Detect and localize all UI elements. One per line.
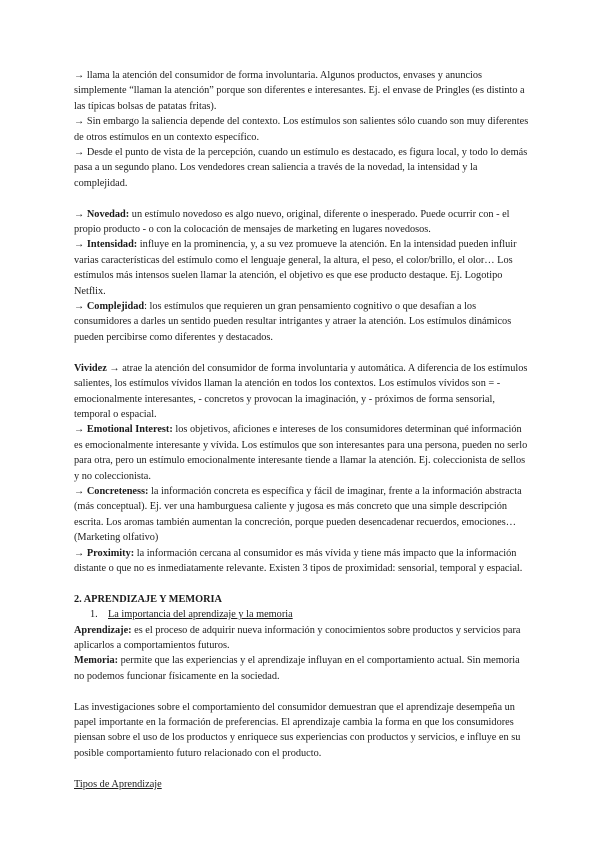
aprendizaje-paragraph: [74, 623, 532, 654]
proximity-term: Proximity:: [86, 547, 135, 559]
saliencia-paragraph-3: → Desde el punto de vista de la percepción, cuando un estímulo es destacado, es figura local, y todo lo demás pasa a un segundo plano. Los vendedores crean saliencia a través de la novedad, la intensidad y la complejidad.: [74, 147, 528, 189]
section-heading: 2. APRENDIZAJE Y MEMORIA: [74, 593, 222, 605]
arrow: →: [74, 424, 87, 436]
subsection-heading: [74, 607, 532, 622]
aprendizaje-term: Aprendizaje:: [74, 624, 132, 636]
novedad-text: un estímulo novedoso es algo nuevo, original, diferente o inesperado. Puede ocurrir con - el propio producto - o con la colocación de mensajes de marketing en lugares novedosos.: [74, 208, 510, 236]
novedad-paragraph: [74, 207, 532, 238]
memoria-text: permite que las experiencias y el aprendizaje influyan en el comportamiento actual. Sin memoria no podemos funcionar físicamente en la sociedad.: [74, 655, 520, 682]
spacer: [74, 576, 532, 591]
intensidad-paragraph: [74, 237, 532, 299]
tipos-heading-text: Tipos de Aprendizaje: [74, 778, 162, 790]
memoria-paragraph: [74, 653, 532, 684]
concreteness-term: Concreteness:: [86, 485, 149, 497]
complejidad-text: : los estímulos que requieren un gran pensamiento cognitivo o que desafían a los consumidores a darles un sentido pueden resultar intrigantes y atraer la atención. Los estímulos dinámicos pueden percibirse como diferentes y destacados.: [74, 301, 512, 343]
investigaciones-paragraph: Las investigaciones sobre el comportamiento del consumidor demuestran que el aprendizaje desempeña un papel importante en la formación de preferencias. El aprendizaje cambia la forma en que los consumidores piensan sobre el uso de los productos y enriquece sus experiencias con productos y servicios, e influye en su posible comportamiento futuro relacionado con el producto.: [74, 701, 521, 759]
arrow: →: [74, 239, 87, 251]
complejidad-paragraph: [74, 299, 532, 345]
tipos-heading: [74, 777, 532, 792]
viveza-text: → atrae la atención del consumidor de forma involuntaria y automática. A diferencia de los estímulos salientes, los estímulos vívidos llaman la atención en todos los contextos. Los estímulos vívidos son = - emocionalmente interesantes, - concretos y provocan la imaginación, y - próximos de forma sensorial, temporal o espacial.: [74, 362, 528, 420]
spacer: [74, 761, 532, 776]
memoria-term: Memoria:: [74, 655, 119, 667]
novedad-term: Novedad:: [86, 208, 130, 220]
emotional-text: los objetivos, aficiones e intereses de los consumidores determinan qué información es emocionalmente interesante y vívida. Los estímulos que son interesantes para una persona, pueden no serlo para otra, pero un estímulo emocionalmente interesante tiende a llamar la atención. Ej. coleccionista de sellos y no coleccionista.: [74, 424, 528, 482]
intensidad-term: Intensidad:: [86, 239, 138, 251]
arrow: →: [74, 208, 87, 220]
arrow: →: [74, 301, 87, 313]
arrow: →: [74, 547, 87, 559]
document-page: [74, 68, 532, 792]
spacer: [74, 684, 532, 699]
proximity-text: la información cercana al consumidor es más vívida y tiene más impacto que la información distante o que no es inmediatamente relevante. Existen 3 tipos de proximidad: sensorial, temporal y espacial.: [74, 547, 523, 574]
spacer: [74, 345, 532, 360]
emotional-paragraph: [74, 422, 532, 484]
aprendizaje-text: es el proceso de adquirir nueva información y conocimientos sobre productos y servicios para aplicarlos a comportamientos futuros.: [74, 624, 521, 651]
viveza-term: Vividez: [74, 362, 107, 374]
proximity-paragraph: [74, 546, 532, 577]
subsection-number: 1.: [90, 609, 98, 621]
saliencia-paragraph-2: → Sin embargo la saliencia depende del contexto. Los estímulos son salientes sólo cuando son muy diferentes de otros estímulos en un contexto específico.: [74, 116, 529, 143]
concreteness-paragraph: [74, 484, 532, 546]
saliencia-paragraph-1: → llama la atención del consumidor de forma involuntaria. Algunos productos, envases y anuncios simplemente “llaman la atención” porque son diferentes e interesantes. Ej. el envase de Pringles (es distinto a las típicas bolsas de patatas fritas).: [74, 70, 525, 112]
intensidad-text: influye en la prominencia, y, a su vez promueve la atención. En la intensidad pueden influir varias características del estímulo como el lenguaje general, la altura, el peso, el color/brillo, el olor… Los estímulos más intensos suelen llamar la atención, el objetivo es que ese producto destaque. Ej. Logotipo Netflix.: [74, 239, 517, 297]
emotional-term: Emotional Interest:: [86, 424, 173, 436]
complejidad-term: Complejidad: [86, 301, 145, 313]
viveza-paragraph: [74, 361, 532, 423]
subsection-title: La importancia del aprendizaje y la memoria: [108, 609, 293, 621]
spacer: [74, 191, 532, 206]
concreteness-text: la información concreta es específica y fácil de imaginar, frente a la información abstracta (más conceptual). Ej. ver una hamburguesa caliente y jugosa es más concreto que una simple descripción escrita. Los aromas también aumentan la concreción, porque pueden desencadenar recuerdos, emociones… (Marketing olfativo): [74, 485, 522, 544]
arrow: →: [74, 485, 87, 497]
